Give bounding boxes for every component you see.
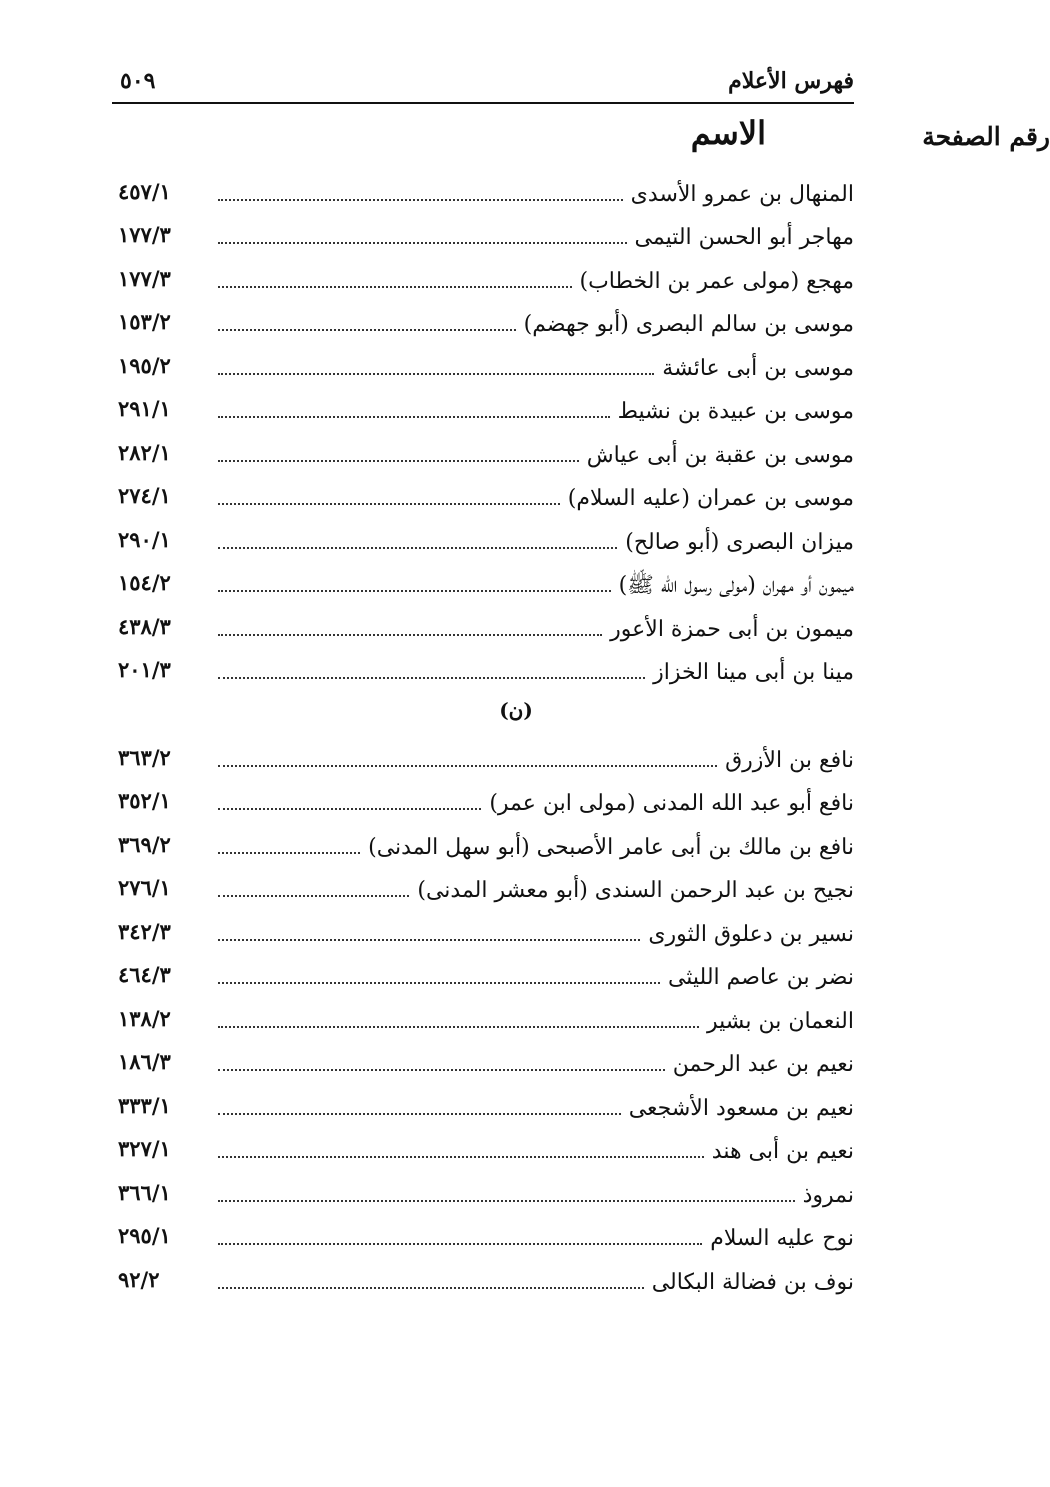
index-entry bbox=[118, 1037, 854, 1081]
index-entry bbox=[118, 1080, 854, 1124]
dot-leader bbox=[218, 199, 623, 201]
entry-page-ref: ٢٩٥/١ bbox=[118, 1223, 171, 1248]
entry-page-ref: ٣٥٢/١ bbox=[118, 788, 171, 813]
entry-name: نعيم بن عبد الرحمن bbox=[672, 1052, 854, 1077]
entry-name: موسى بن عقبة بن أبى عياش bbox=[586, 442, 854, 468]
entry-page-ref: ١٥٤/٢ bbox=[118, 570, 171, 595]
entry-name: نسير بن دعلوق الثورى bbox=[648, 921, 854, 947]
entry-page-ref: ٣٣٣/١ bbox=[118, 1092, 171, 1118]
dot-leader bbox=[218, 1026, 699, 1028]
entry-page-ref: ٢٧٤/١ bbox=[118, 483, 171, 508]
index-entry bbox=[118, 558, 854, 602]
entry-page-ref: ٤٥٧/١ bbox=[118, 178, 171, 204]
dot-leader bbox=[218, 590, 611, 592]
entry-name: نضر بن عاصم الليثى bbox=[667, 965, 854, 990]
entry-page-ref: ٣٢٧/١ bbox=[118, 1136, 171, 1161]
index-entry bbox=[118, 993, 854, 1037]
index-entry bbox=[118, 732, 854, 776]
index-entry bbox=[118, 340, 854, 384]
dot-leader bbox=[218, 765, 717, 767]
entry-name: نوف بن فضالة البكالى bbox=[651, 1269, 854, 1295]
column-heading-name: الاسم bbox=[690, 114, 766, 152]
index-entry bbox=[118, 1167, 854, 1211]
dot-leader bbox=[218, 634, 602, 636]
dot-leader bbox=[218, 1243, 702, 1245]
entry-name: نمروذ bbox=[802, 1182, 854, 1208]
dot-leader bbox=[218, 982, 660, 984]
entry-name: المنهال بن عمرو الأسدى bbox=[630, 181, 854, 207]
entry-name: نافع بن مالك بن أبى عامر الأصبحى (أبو سهل المدنى) bbox=[368, 834, 854, 860]
index-entry bbox=[118, 1124, 854, 1168]
entry-page-ref: ١٣٨/٢ bbox=[118, 1005, 171, 1031]
entry-name: موسى بن سالم البصرى (أبو جهضم) bbox=[523, 312, 854, 337]
index-entry bbox=[118, 253, 854, 297]
dot-leader bbox=[218, 547, 617, 549]
dot-leader bbox=[218, 503, 560, 505]
entry-page-ref: ٢٧٦/١ bbox=[118, 875, 171, 900]
index-entry bbox=[118, 1254, 854, 1298]
entry-page-ref: ١٧٧/٣ bbox=[118, 222, 171, 247]
section-letter-noon: (ن) bbox=[499, 698, 533, 722]
index-entry bbox=[118, 297, 854, 341]
dot-leader bbox=[218, 1156, 704, 1158]
entry-name: موسى بن عبيدة بن نشيط bbox=[617, 399, 854, 424]
entry-page-ref: ٣٦٩/٢ bbox=[118, 831, 171, 857]
entry-page-ref: ٤٦٤/٣ bbox=[118, 962, 171, 987]
dot-leader bbox=[218, 460, 579, 462]
index-entry bbox=[118, 166, 854, 210]
dot-leader bbox=[218, 1113, 621, 1115]
entry-page-ref: ٤٣٨/٣ bbox=[118, 613, 171, 639]
entry-name: نجيح بن عبد الرحمن السندى (أبو معشر المدنى) bbox=[417, 878, 854, 903]
entry-page-ref: ٣٦٣/٢ bbox=[118, 744, 171, 770]
entry-page-ref: ٢٨٢/١ bbox=[118, 439, 171, 465]
entry-page-ref: ١٧٧/٣ bbox=[118, 265, 171, 291]
entry-name: ميمون أو مهران (مولى رسول الله ﷺ) bbox=[618, 573, 854, 598]
dot-leader bbox=[218, 242, 627, 244]
dot-leader bbox=[218, 1069, 665, 1071]
entry-page-ref: ٣٦٦/١ bbox=[118, 1179, 171, 1205]
index-entry bbox=[118, 514, 854, 558]
entry-name: نعيم بن أبى هند bbox=[711, 1139, 854, 1164]
entry-name: ميمون بن أبى حمزة الأعور bbox=[610, 616, 854, 642]
dot-leader bbox=[218, 939, 640, 941]
entry-name: موسى بن أبى عائشة bbox=[662, 355, 854, 381]
entry-name: مهاجر أبو الحسن التيمى bbox=[634, 225, 854, 250]
entry-page-ref: ٩٢/٢ bbox=[118, 1266, 160, 1292]
dot-leader bbox=[218, 852, 360, 854]
index-entry bbox=[118, 1211, 854, 1255]
entry-page-ref: ٢٠١/٣ bbox=[118, 657, 171, 682]
entry-name: مهجع (مولى عمر بن الخطاب) bbox=[579, 268, 854, 294]
running-title: فهرس الأعلام bbox=[728, 68, 854, 94]
dot-leader bbox=[218, 1287, 644, 1289]
dot-leader bbox=[218, 895, 409, 897]
page-number: ٥٠٩ bbox=[120, 68, 156, 94]
index-entry bbox=[118, 950, 854, 994]
entry-page-ref: ٣٤٢/٣ bbox=[118, 918, 171, 944]
index-entry bbox=[118, 819, 854, 863]
entry-page-ref: ١٨٦/٣ bbox=[118, 1049, 171, 1074]
entry-name: ميزان البصرى (أبو صالح) bbox=[625, 529, 854, 555]
entry-name: موسى بن عمران (عليه السلام) bbox=[567, 486, 854, 511]
entry-page-ref: ٢٩٠/١ bbox=[118, 526, 171, 552]
index-entry bbox=[118, 776, 854, 820]
entry-name: نوح عليه السلام bbox=[710, 1226, 854, 1251]
dot-leader bbox=[218, 329, 516, 331]
index-entry bbox=[118, 906, 854, 950]
index-group-meem bbox=[118, 166, 854, 688]
entry-page-ref: ١٩٥/٢ bbox=[118, 352, 171, 378]
index-entry bbox=[118, 471, 854, 515]
entry-name: مينا بن أبى مينا الخزاز bbox=[653, 660, 854, 685]
dot-leader bbox=[218, 416, 610, 418]
index-group-noon bbox=[118, 732, 854, 1298]
index-entry bbox=[118, 210, 854, 254]
dot-leader bbox=[218, 1200, 795, 1202]
entry-name: نافع أبو عبد الله المدنى (مولى ابن عمر) bbox=[489, 791, 854, 816]
index-list bbox=[118, 166, 854, 1298]
dot-leader bbox=[218, 808, 481, 810]
dot-leader bbox=[218, 677, 645, 679]
dot-leader bbox=[218, 286, 572, 288]
index-entry bbox=[118, 427, 854, 471]
index-entry bbox=[118, 645, 854, 689]
dot-leader bbox=[218, 373, 654, 375]
index-entry bbox=[118, 601, 854, 645]
index-entry bbox=[118, 863, 854, 907]
entry-name: نافع بن الأزرق bbox=[725, 747, 854, 773]
index-entry bbox=[118, 384, 854, 428]
page-header bbox=[112, 66, 854, 104]
entry-page-ref: ١٥٣/٢ bbox=[118, 309, 171, 334]
entry-name: النعمان بن بشير bbox=[706, 1008, 854, 1034]
entry-name: نعيم بن مسعود الأشجعى bbox=[628, 1095, 854, 1121]
entry-page-ref: ٢٩١/١ bbox=[118, 396, 171, 421]
column-heading-page: رقم الصفحة bbox=[922, 122, 1050, 151]
